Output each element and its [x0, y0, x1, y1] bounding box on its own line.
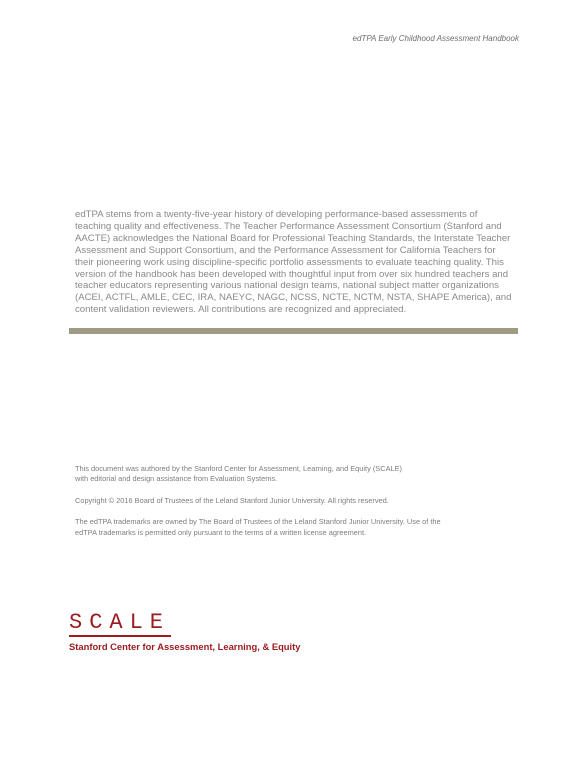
copyright-note: Copyright © 2016 Board of Trustees of the Leland Stanford Junior University. All rights reserved.	[75, 495, 389, 505]
trademark-note	[75, 517, 515, 538]
scale-logo	[69, 610, 301, 652]
scale-logo-subtitle: Stanford Center for Assessment, Learning, & Equity	[69, 640, 301, 652]
legal-notes	[75, 464, 515, 549]
authorship-line-2: with editorial and design assistance from Evaluation Systems.	[75, 474, 278, 484]
acknowledgement-paragraph: edTPA stems from a twenty-five-year history of developing performance-based assessments of teaching quality and effectiveness. The Teacher Performance Assessment Consortium (Stanford and AACTE) acknowledges the National Board for Professional Teaching Standards, the Interstate Teacher Assessment and Support Consortium, and the Performance Assessment for California Teachers for their pioneering work using discipline-specific portfolio assessments to evaluate teaching quality. This version of the handbook has been developed with thoughtful input from over six hundred teachers and teacher educators representing various national design teams, national subject matter organizations (ACEI, ACTFL, AMLE, CEC, IRA, NAEYC, NAGC, NCSS, NCTE, NCTM, NSTA, SHAPE America), and content validation reviewers. All contributions are recognized and appreciated.	[75, 209, 512, 316]
divider-rule	[69, 328, 518, 334]
scale-logo-wordmark: SCALE	[69, 610, 171, 635]
trademark-line-1: The edTPA trademarks are owned by The Board of Trustees of the Leland Stanford Junior University. Use of the	[75, 517, 441, 527]
running-header: edTPA Early Childhood Assessment Handbook	[352, 34, 519, 43]
scale-logo-underline	[69, 635, 171, 637]
authorship-line-1: This document was authored by the Stanford Center for Assessment, Learning, and Equity (SCALE)	[75, 464, 403, 473]
authorship-note	[75, 464, 515, 485]
trademark-line-2: edTPA trademarks is permitted only pursuant to the terms of a written license agreement.	[75, 527, 367, 537]
